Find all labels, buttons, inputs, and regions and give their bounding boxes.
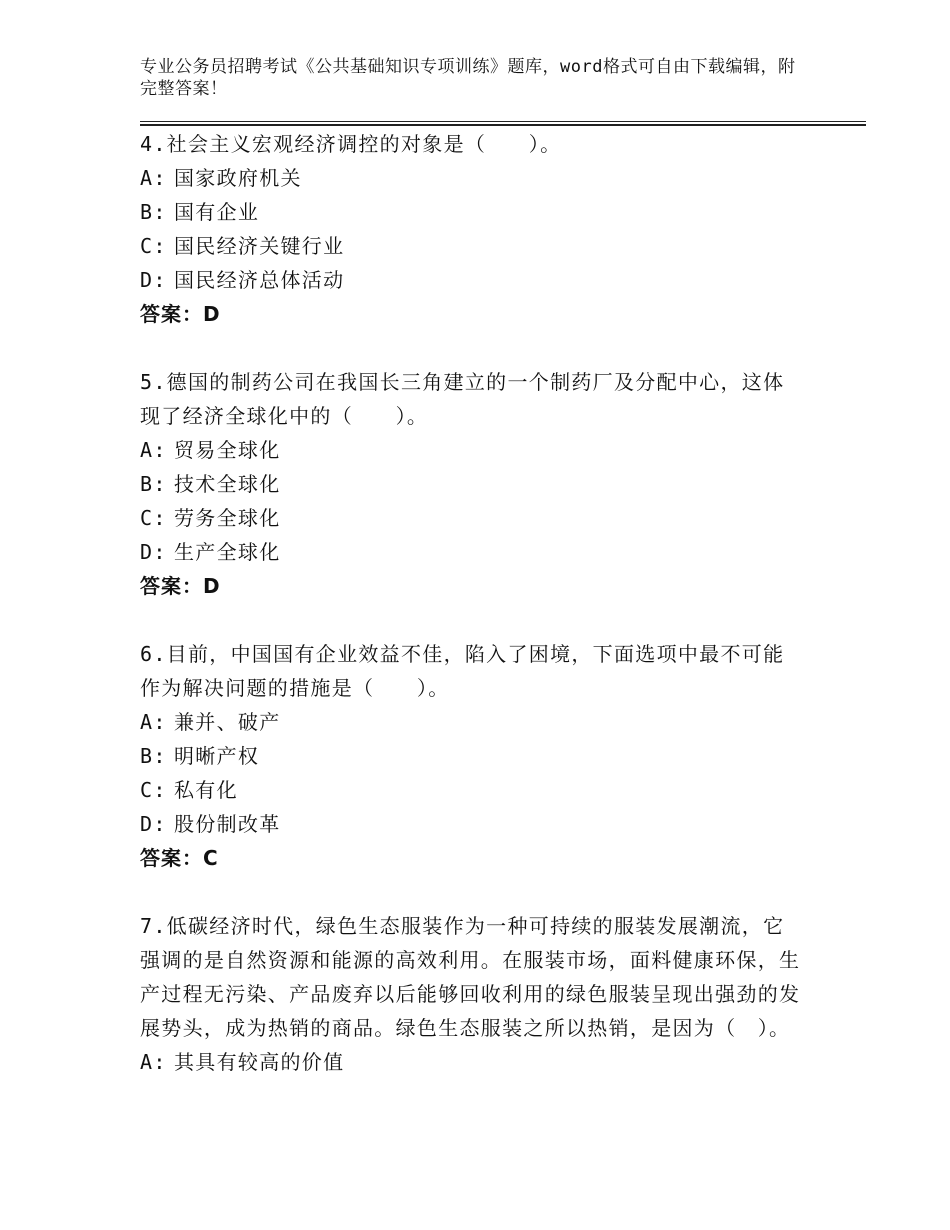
option-text: 其具有较高的价值 bbox=[174, 1050, 345, 1074]
option-key: C: bbox=[140, 234, 167, 258]
option-a bbox=[140, 161, 805, 195]
option-key: B: bbox=[140, 200, 167, 224]
header-divider bbox=[140, 121, 866, 126]
option-text: 技术全球化 bbox=[174, 472, 281, 496]
option-text: 国有企业 bbox=[174, 200, 260, 224]
question-text: 5.德国的制药公司在我国长三角建立的一个制药厂及分配中心，这体现了经济全球化中的（ ）。 bbox=[140, 370, 785, 428]
option-key: B: bbox=[140, 472, 167, 496]
option-d bbox=[140, 807, 805, 841]
option-key: A: bbox=[140, 710, 167, 734]
question-4 bbox=[140, 127, 805, 331]
option-key: A: bbox=[140, 1050, 167, 1074]
option-text: 股份制改革 bbox=[174, 812, 281, 836]
option-a bbox=[140, 705, 805, 739]
option-key: A: bbox=[140, 438, 167, 462]
option-key: D: bbox=[140, 268, 167, 292]
document-header: 专业公务员招聘考试《公共基础知识专项训练》题库，word格式可自由下载编辑，附完整答案！ bbox=[140, 57, 796, 99]
option-key: D: bbox=[140, 812, 167, 836]
option-c bbox=[140, 229, 805, 263]
question-list bbox=[140, 127, 805, 1113]
answer-label: 答案：D bbox=[140, 574, 221, 598]
option-text: 劳务全球化 bbox=[174, 506, 281, 530]
option-text: 国民经济关键行业 bbox=[174, 234, 345, 258]
question-6 bbox=[140, 637, 805, 875]
question-text: 6.目前，中国国有企业效益不佳，陷入了困境，下面选项中最不可能作为解决问题的措施是（ ）。 bbox=[140, 642, 785, 700]
option-d bbox=[140, 263, 805, 297]
option-key: C: bbox=[140, 778, 167, 802]
option-a bbox=[140, 1045, 805, 1079]
option-d bbox=[140, 535, 805, 569]
question-text: 4.社会主义宏观经济调控的对象是（ ）。 bbox=[140, 132, 562, 156]
answer-label: 答案：D bbox=[140, 302, 221, 326]
option-text: 贸易全球化 bbox=[174, 438, 281, 462]
option-a bbox=[140, 433, 805, 467]
question-5 bbox=[140, 365, 805, 603]
option-key: D: bbox=[140, 540, 167, 564]
answer-label: 答案：C bbox=[140, 846, 219, 870]
option-text: 生产全球化 bbox=[174, 540, 281, 564]
option-text: 私有化 bbox=[174, 778, 238, 802]
option-text: 国家政府机关 bbox=[174, 166, 302, 190]
option-key: B: bbox=[140, 744, 167, 768]
option-text: 国民经济总体活动 bbox=[174, 268, 345, 292]
option-c bbox=[140, 773, 805, 807]
option-b bbox=[140, 467, 805, 501]
question-text: 7.低碳经济时代，绿色生态服装作为一种可持续的服装发展潮流，它强调的是自然资源和能源的高效利用。在服装市场，面料健康环保，生产过程无污染、产品废弃以后能够回收利用的绿色服装呈现出强劲的发展势头，成为热销的商品。绿色生态服装之所以热销，是因为（ ）。 bbox=[140, 914, 801, 1040]
option-text: 明晰产权 bbox=[174, 744, 260, 768]
option-b bbox=[140, 739, 805, 773]
option-key: C: bbox=[140, 506, 167, 530]
option-b bbox=[140, 195, 805, 229]
question-7 bbox=[140, 909, 805, 1079]
option-text: 兼并、破产 bbox=[174, 710, 281, 734]
option-key: A: bbox=[140, 166, 167, 190]
option-c bbox=[140, 501, 805, 535]
